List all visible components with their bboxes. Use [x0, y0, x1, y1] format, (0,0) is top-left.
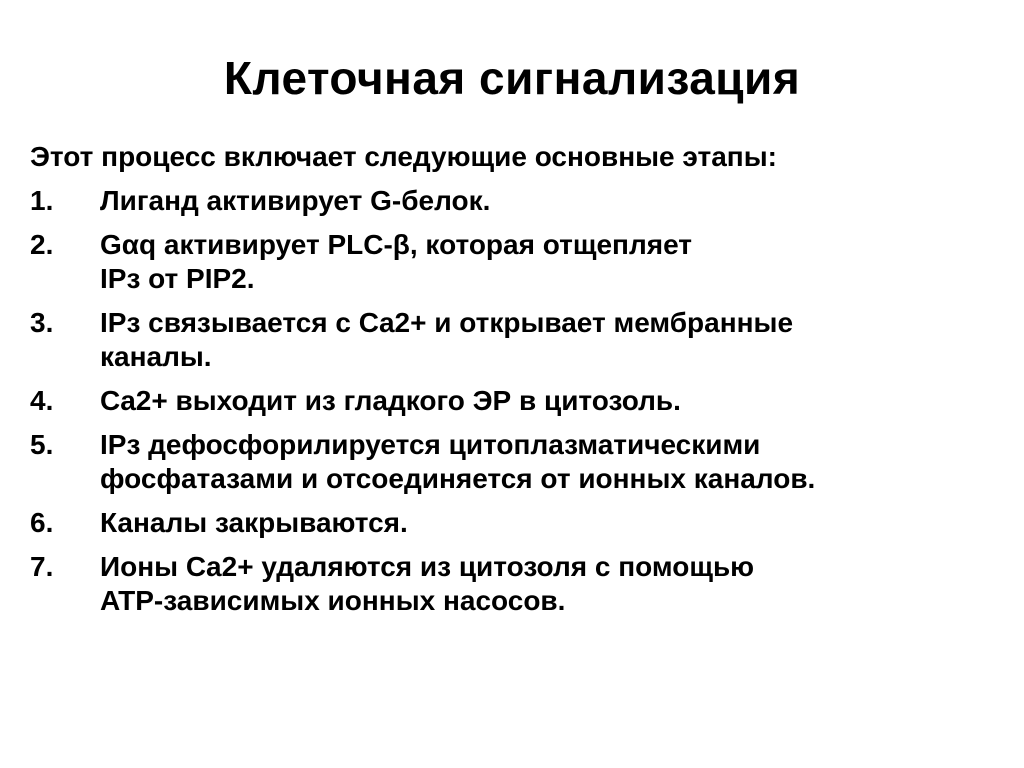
- step-line: Каналы закрываются.: [100, 507, 408, 538]
- step-number: 2.: [30, 229, 54, 260]
- step-line: Ионы Ca2+ удаляются из цитозоля с помощью: [100, 551, 755, 582]
- list-item: [30, 306, 990, 374]
- step-line: Лиганд активирует G-белок.: [100, 185, 491, 216]
- list-item: [30, 506, 990, 540]
- step-number: 6.: [30, 507, 54, 538]
- step-number: 7.: [30, 551, 54, 582]
- step-number: 3.: [30, 307, 54, 338]
- slide-body: [30, 140, 990, 628]
- step-text: [100, 428, 990, 496]
- steps-list: [30, 184, 990, 618]
- step-text: [100, 506, 990, 540]
- step-text: [100, 228, 990, 296]
- list-item: [30, 428, 990, 496]
- step-number: 4.: [30, 385, 54, 416]
- list-item: [30, 228, 990, 296]
- step-line: Ca2+ выходит из гладкого ЭР в цитозоль.: [100, 385, 681, 416]
- list-item: [30, 550, 990, 618]
- slide-title: Клеточная сигнализация: [223, 52, 801, 104]
- step-text: [100, 184, 990, 218]
- list-item: [30, 384, 990, 418]
- step-line: IPз связывается с Ca2+ и открывает мембранные: [100, 307, 794, 338]
- step-text: [100, 306, 990, 374]
- intro-text: Этот процесс включает следующие основные этапы:: [30, 141, 777, 172]
- step-number: 1.: [30, 185, 54, 216]
- step-line: IPз дефосфорилируется цитоплазматическими: [100, 429, 761, 460]
- step-text: [100, 384, 990, 418]
- step-text: [100, 550, 990, 618]
- step-line: каналы.: [100, 341, 212, 372]
- step-line: фосфатазами и отсоединяется от ионных каналов.: [100, 463, 816, 494]
- list-item: [30, 184, 990, 218]
- step-line: Gαq активирует PLC-β, которая отщепляет: [100, 229, 692, 260]
- step-number: 5.: [30, 429, 54, 460]
- step-line: ATP-зависимых ионных насосов.: [100, 585, 566, 616]
- step-line: IPз от PIP2.: [100, 263, 255, 294]
